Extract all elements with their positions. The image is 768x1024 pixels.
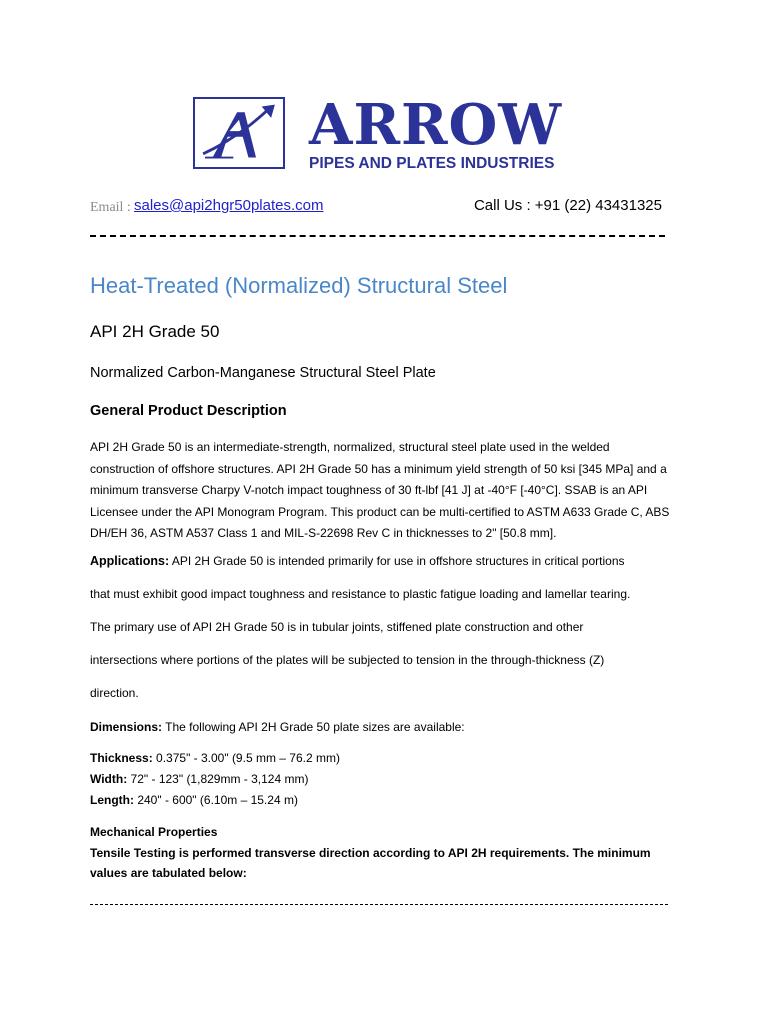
mechanical-heading [90,825,217,839]
applications-line-5: direction. [90,686,139,700]
mechanical-line-1 [90,846,651,860]
width-line [90,772,308,786]
phone-number: Call Us : +91 (22) 43431325 [473,197,662,214]
email-label: Email : [90,200,131,215]
width-label: Width: [90,772,128,786]
grade-subtitle: API 2H Grade 50 [90,322,220,341]
length-label: Length: [90,793,134,807]
arrow-a-logo-icon [193,97,285,169]
applications-text-1: API 2H Grade 50 is intended primarily for use in offshore structures in critical portions [169,554,625,568]
brand-subtitle: PIPES AND PLATES INDUSTRIES [309,155,555,172]
brand-header [193,92,593,177]
applications-label: Applications: [90,554,170,568]
length-value: 240" - 600" (6.10m – 15.24 m) [134,793,298,807]
mechanical-text-2: values are tabulated below: [90,866,247,880]
mechanical-text-1: Tensile Testing is performed transverse direction according to API 2H requirements. The minimum [90,846,651,860]
dimensions-label: Dimensions: [90,720,163,734]
thickness-line [90,751,340,765]
product-line: Normalized Carbon-Manganese Structural Steel Plate [90,365,436,381]
brand-name: ARROW [309,92,563,158]
applications-line-4: intersections where portions of the plates will be subjected to tension in the through-thickness (Z) [90,653,605,667]
header-divider [90,235,665,237]
mechanical-heading-text: Mechanical Properties [90,825,218,839]
length-line [90,793,298,807]
thickness-label: Thickness: [90,751,153,765]
mechanical-line-2 [90,866,247,880]
applications-line-1 [90,554,625,568]
applications-line-3: The primary use of API 2H Grade 50 is in tubular joints, stiffened plate construction and other [90,620,584,634]
footer-divider [90,904,668,905]
page-title: Heat-Treated (Normalized) Structural Steel [90,273,508,298]
dimensions-line [90,720,465,734]
thickness-value: 0.375" - 3.00" (9.5 mm – 76.2 mm) [152,751,340,765]
applications-line-2: that must exhibit good impact toughness and resistance to plastic fatigue loading and lamellar tearing. [90,587,631,601]
contact-row [90,197,670,219]
general-heading: General Product Description [90,403,287,419]
email-link[interactable]: sales@api2hgr50plates.com [134,197,324,214]
width-value: 72" - 123" (1,829mm - 3,124 mm) [127,772,309,786]
dimensions-intro: The following API 2H Grade 50 plate sizes are available: [162,720,465,734]
general-description: API 2H Grade 50 is an intermediate-strength, normalized, structural steel plate used in the welded construction of offshore structures. API 2H Grade 50 has a minimum yield strength of 50 ksi [345 MPa] and a minimum transverse Charpy V-notch impact toughness of 30 ft-lbf [41 J] at -40°F [-40°C]. SSAB is an API Licensee under the API Monogram Program. This product can be multi-certified to ASTM A633 Grade C, ABS DH/EH 36, ASTM A537 Class 1 and MIL-S-22698 Rev C in thicknesses to 2" [50.8 mm]. [90,440,670,540]
